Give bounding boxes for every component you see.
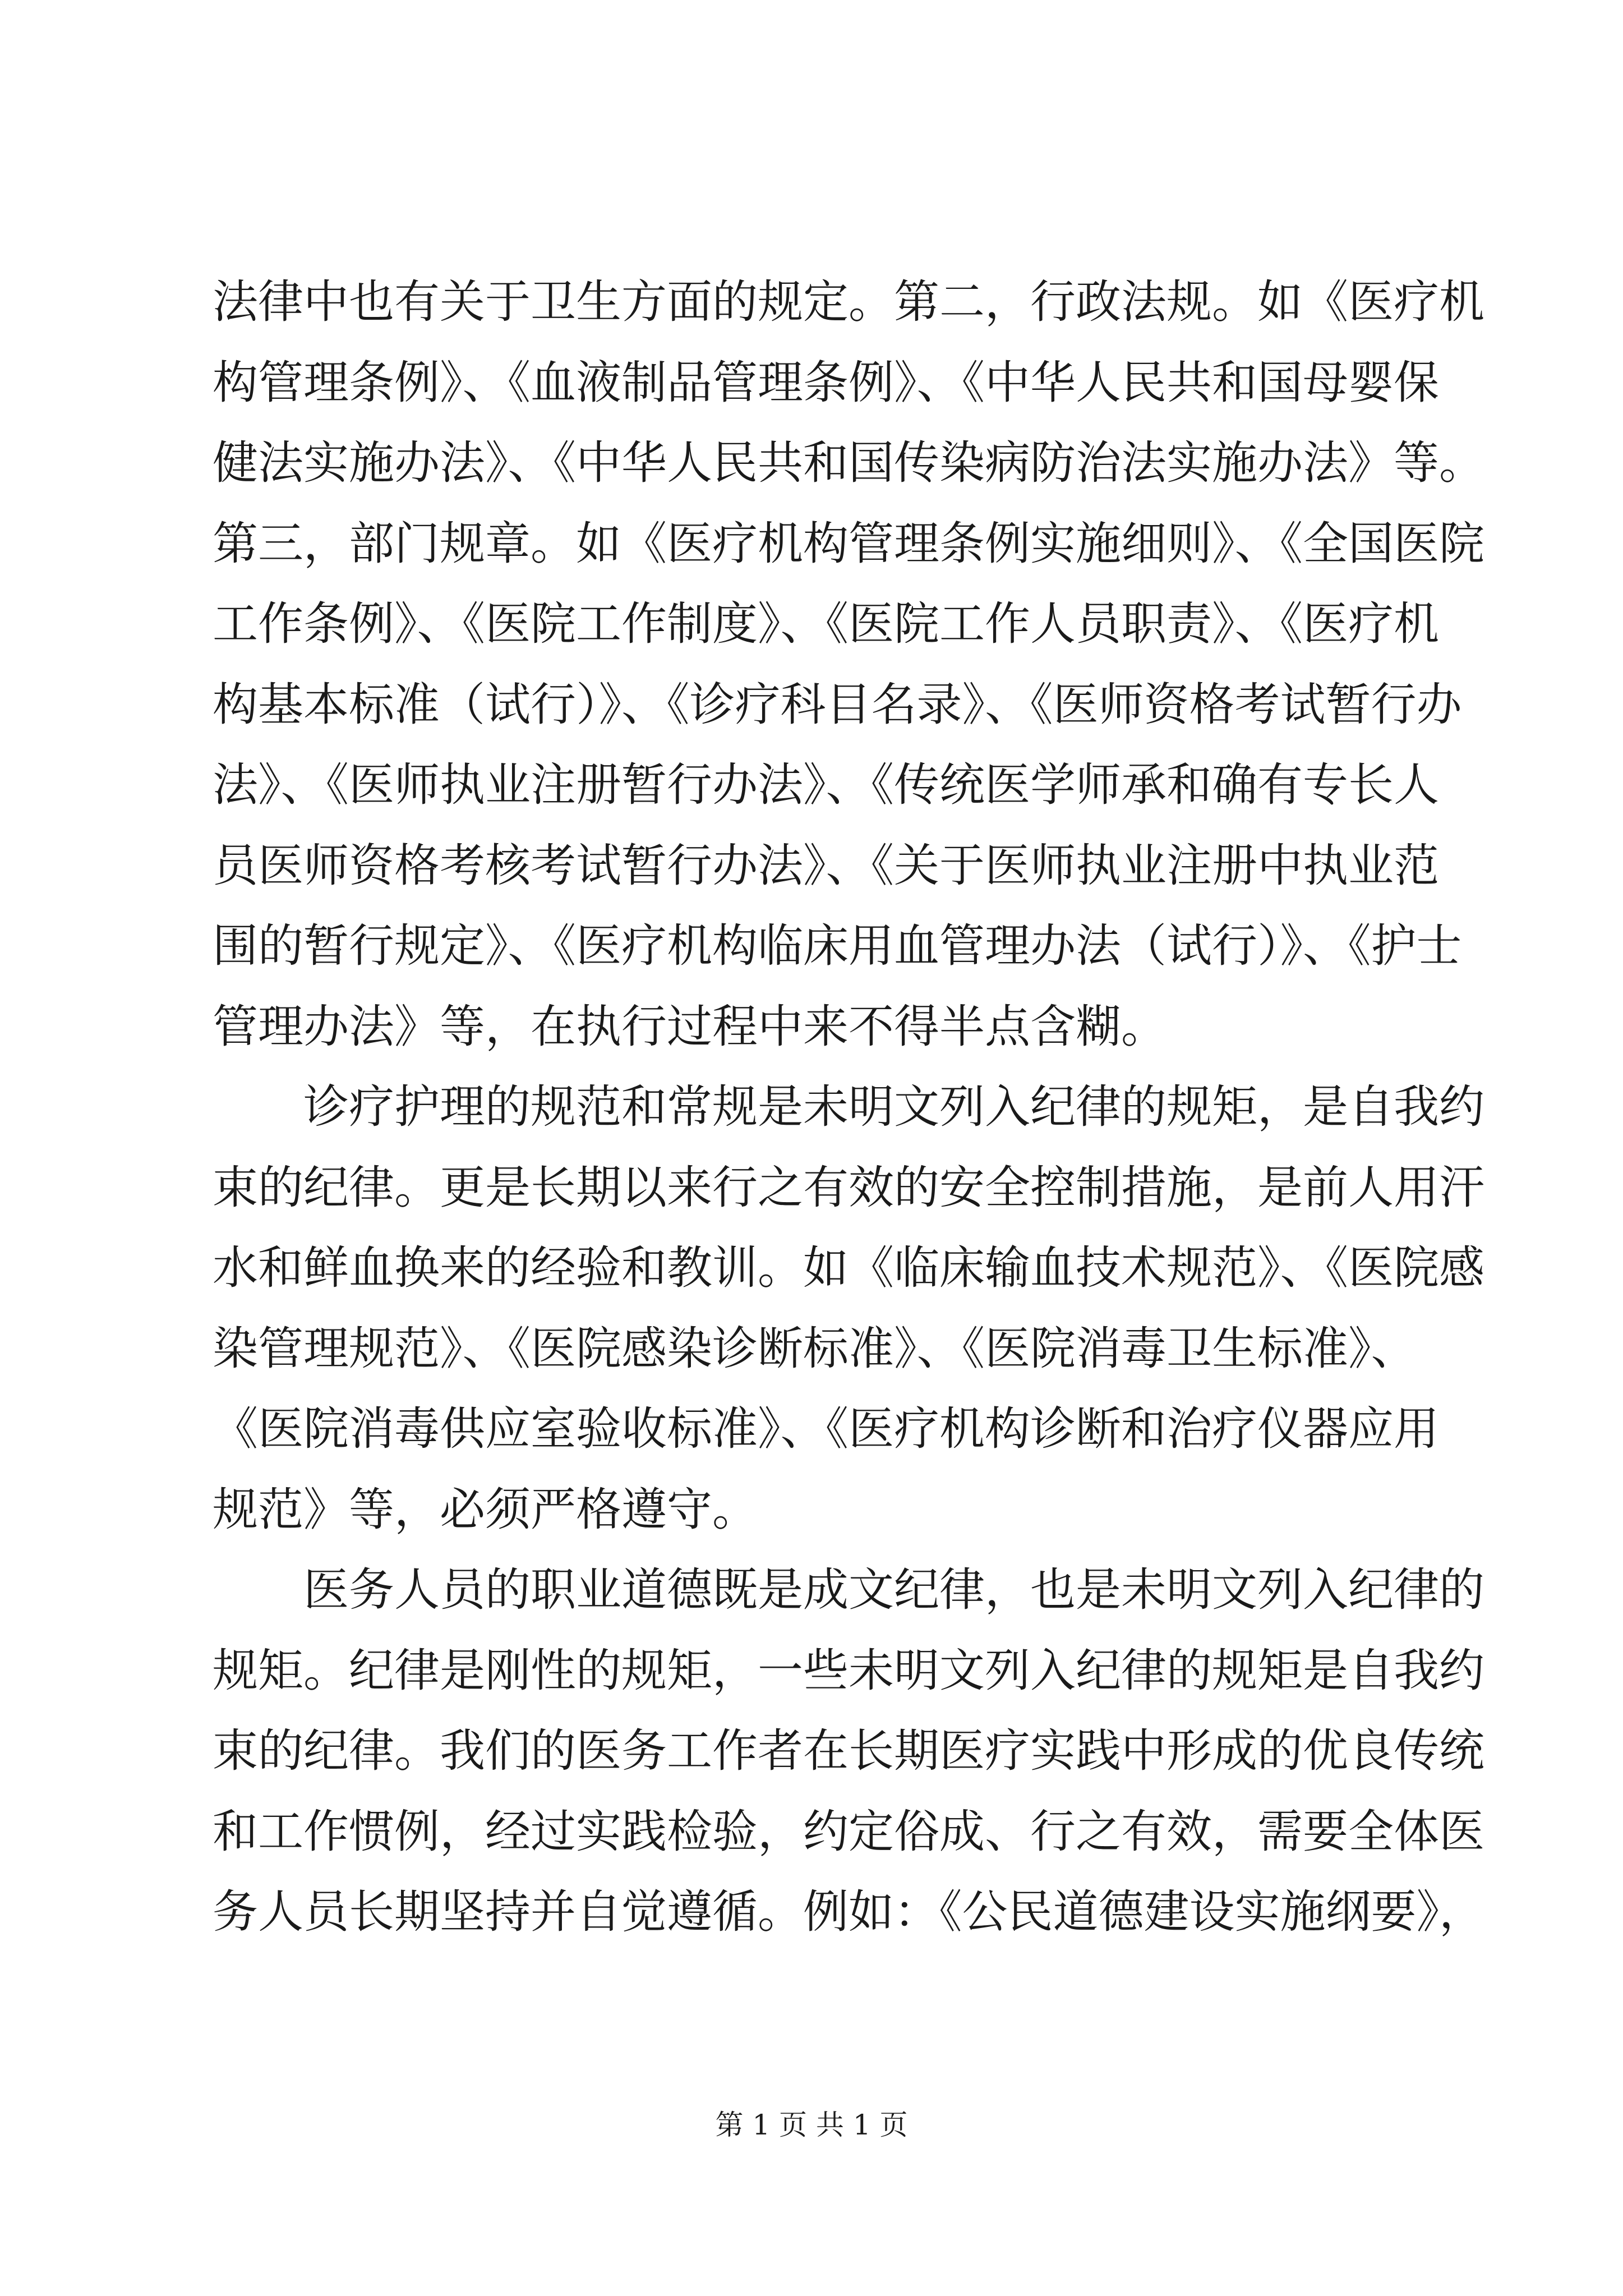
- text-line: 围的暂行规定》、《医疗机构临床用血管理办法（试行）》、《护士: [213, 920, 1462, 973]
- body-text: [213, 263, 1485, 1953]
- text-line: 染管理规范》、《医院感染诊断标准》、《医院消毒卫生标准》、: [213, 1322, 1417, 1375]
- text-line: 构基本标准（试行）》、《诊疗科目名录》、《医师资格考试暂行办: [213, 678, 1462, 731]
- text-line: 第三，部门规章。如《医疗机构管理条例实施细则》、《全国医院: [213, 517, 1485, 570]
- text-line: 健法实施办法》、《中华人民共和国传染病防治法实施办法》等。: [213, 437, 1485, 490]
- text-line: 构管理条例》、《血液制品管理条例》、《中华人民共和国母婴保: [213, 356, 1440, 409]
- text-line: 规范》等，必须严格遵守。: [213, 1483, 758, 1536]
- page-footer: 第 1 页 共 1 页: [715, 2109, 908, 2141]
- text-line: 务人员长期坚持并自觉遵循。例如：《公民道德建设实施纲要》，: [213, 1886, 1485, 1939]
- text-line: 法》、《医师执业注册暂行办法》、《传统医学师承和确有专长人: [213, 759, 1440, 812]
- text-line: 法律中也有关于卫生方面的规定。第二，行政法规。如《医疗机: [213, 276, 1485, 329]
- text-line: 《医院消毒供应室验收标准》、《医疗机构诊断和治疗仪器应用: [213, 1403, 1440, 1456]
- text-line: 束的纪律。我们的医务工作者在长期医疗实践中形成的优良传统: [213, 1725, 1485, 1778]
- text-line: 员医师资格考核考试暂行办法》、《关于医师执业注册中执业范: [213, 839, 1440, 892]
- text-line: 束的纪律。更是长期以来行之有效的安全控制措施，是前人用汗: [213, 1161, 1485, 1214]
- paragraph-start-line: 诊疗护理的规范和常规是未明文列入纪律的规矩，是自我约: [303, 1081, 1485, 1134]
- paragraph-start-line: 医务人员的职业道德既是成文纪律，也是未明文列入纪律的: [303, 1564, 1485, 1617]
- text-line: 工作条例》、《医院工作制度》、《医院工作人员职责》、《医疗机: [213, 598, 1440, 651]
- text-line: 管理办法》等，在执行过程中来不得半点含糊。: [213, 1000, 1167, 1053]
- text-line: 规矩。纪律是刚性的规矩，一些未明文列入纪律的规矩是自我约: [213, 1644, 1485, 1697]
- text-line: 和工作惯例，经过实践检验，约定俗成、行之有效，需要全体医: [213, 1805, 1485, 1858]
- text-line: 水和鲜血换来的经验和教训。如《临床输血技术规范》、《医院感: [213, 1242, 1485, 1295]
